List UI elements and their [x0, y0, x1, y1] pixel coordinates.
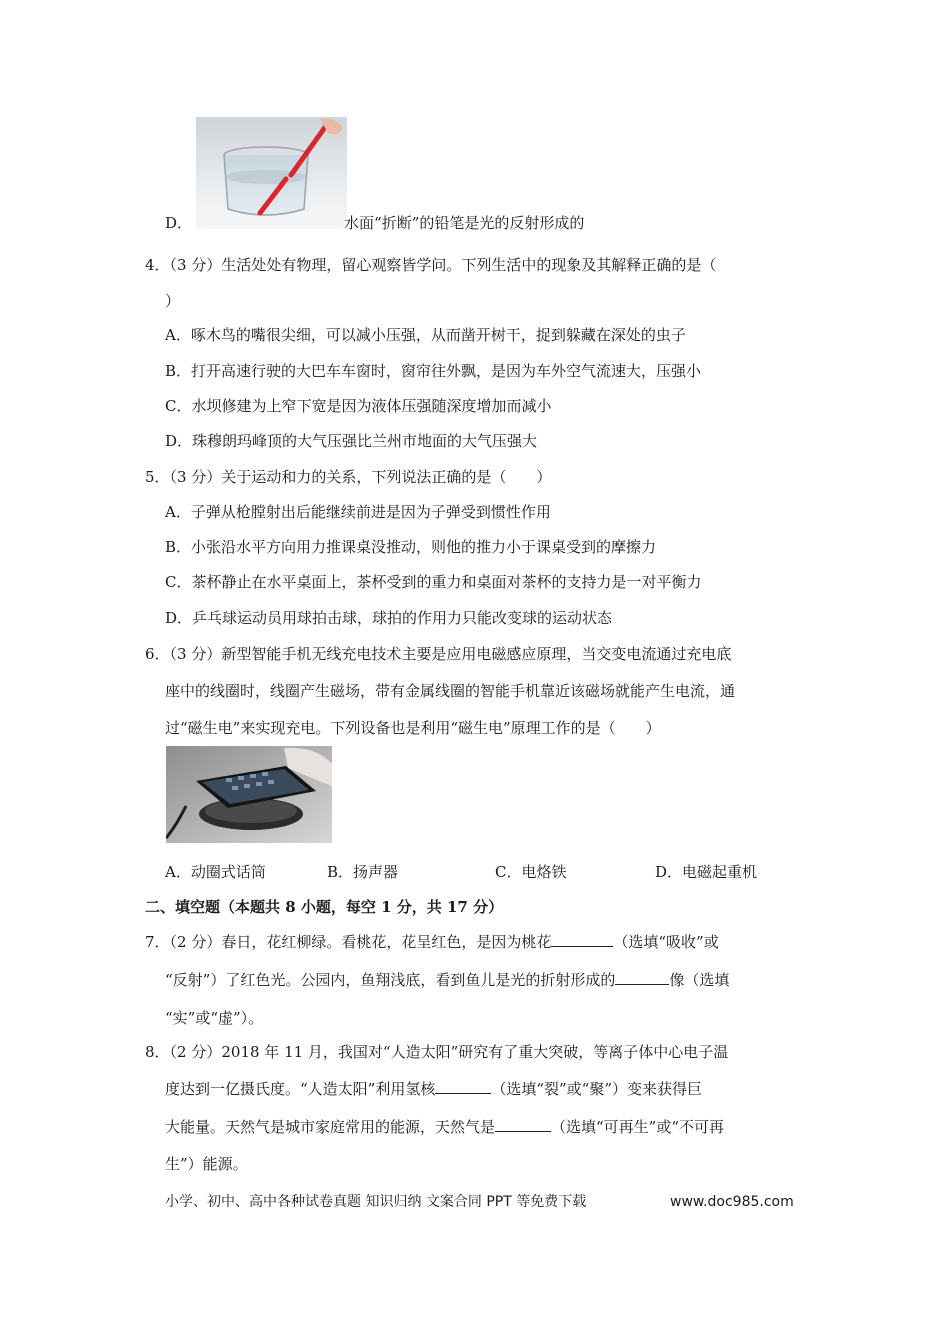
- phone-on-charger-illustration: [166, 746, 332, 843]
- footer-site-link[interactable]: www.doc985.com: [670, 1194, 794, 1210]
- wireless-charging-image: [166, 746, 332, 843]
- q6-stem-line-1: 6．（3 分）新型智能手机无线充电技术主要是应用电磁感应原理，当交变电流通过充电底: [145, 645, 732, 663]
- q8-line-4: 生”）能源。: [165, 1155, 248, 1173]
- q5-option-b: B．小张沿水平方向用力推课桌没推动，则他的推力小于课桌受到的摩擦力: [165, 538, 657, 556]
- q7-blank-1[interactable]: [551, 932, 613, 947]
- q7-line-1-text-b: （选填“吸收”或: [613, 933, 719, 951]
- q6-option-c: C．电烙铁: [495, 863, 567, 881]
- q7-line-2: [165, 970, 729, 990]
- q3-option-d-text: 水面“折断”的铅笔是光的反射形成的: [344, 214, 585, 232]
- q8-line-3-text-a: 大能量。天然气是城市家庭常用的能源，天然气是: [165, 1118, 496, 1136]
- q6-stem-line-2: 座中的线圈时，线圈产生磁场，带有金属线圈的智能手机靠近该磁场就能产生电流，通: [165, 682, 736, 700]
- q8-blank-1[interactable]: [435, 1079, 491, 1094]
- q8-line-3-text-b: （选填“可再生”或“不可再: [551, 1118, 725, 1136]
- q8-line-2: [165, 1079, 702, 1099]
- q5-stem: 5．（3 分）关于运动和力的关系，下列说法正确的是（ ）: [145, 468, 552, 486]
- q8-line-2-text-b: （选填“裂”或“聚”）变来获得巨: [491, 1080, 703, 1098]
- q5-option-d: D．乒乓球运动员用球拍击球，球拍的作用力只能改变球的运动状态: [165, 609, 613, 627]
- q4-option-b: B．打开高速行驶的大巴车车窗时，窗帘往外飘，是因为车外空气流速大，压强小: [165, 362, 702, 380]
- q7-blank-2[interactable]: [615, 970, 669, 985]
- q7-line-2-text-b: 像（选填: [669, 971, 730, 989]
- q6-stem-line-3: 过“磁生电”来实现充电。下列设备也是利用“磁生电”原理工作的是（ ）: [165, 719, 661, 737]
- q4-option-d: D．珠穆朗玛峰顶的大气压强比兰州市地面的大气压强大: [165, 432, 538, 450]
- q6-option-d: D．电磁起重机: [655, 863, 758, 881]
- q3-option-d: [165, 213, 584, 233]
- q8-line-3: [165, 1117, 724, 1137]
- q7-line-2-text-a: “反射”）了红色光。公园内，鱼翔浅底，看到鱼儿是光的折射形成的: [165, 971, 616, 989]
- q8-blank-2[interactable]: [495, 1117, 551, 1132]
- section-2-title: 二、填空题（本题共 8 小题，每空 1 分，共 17 分）: [145, 898, 504, 916]
- q4-option-a: A．啄木鸟的嘴很尖细，可以减小压强，从而凿开树干，捉到躲藏在深处的虫子: [165, 326, 686, 344]
- q7-line-1-text-a: 7．（2 分）春日，花红柳绿。看桃花，花呈红色，是因为桃花: [145, 933, 552, 951]
- q4-stem: 4．（3 分）生活处处有物理，留心观察皆学问。下列生活中的现象及其解释正确的是（: [145, 256, 717, 274]
- q5-option-a: A．子弹从枪膛射出后能继续前进是因为子弹受到惯性作用: [165, 503, 551, 521]
- q4-option-c: C．水坝修建为上窄下宽是因为液体压强随深度增加而减小: [165, 397, 552, 415]
- q7-line-3: “实”或“虚”）。: [165, 1009, 264, 1027]
- q4-stem-cont: ）: [165, 292, 181, 310]
- q6-option-b: B．扬声器: [327, 863, 399, 881]
- q8-line-2-text-a: 度达到一亿摄氏度。“人造太阳”利用氢核: [165, 1080, 436, 1098]
- q3-option-d-label: D．: [165, 214, 193, 232]
- q8-line-1: 8．（2 分）2018 年 11 月，我国对“人造太阳”研究有了重大突破，等离子体中心电子温: [145, 1043, 729, 1061]
- q6-option-a: A．动圈式话筒: [165, 863, 266, 881]
- q5-option-c: C．茶杯静止在水平桌面上，茶杯受到的重力和桌面对茶杯的支持力是一对平衡力: [165, 573, 702, 591]
- footer-text: 小学、初中、高中各种试卷真题 知识归纳 文案合同 PPT 等免费下载: [165, 1194, 587, 1210]
- q7-line-1: [145, 932, 719, 952]
